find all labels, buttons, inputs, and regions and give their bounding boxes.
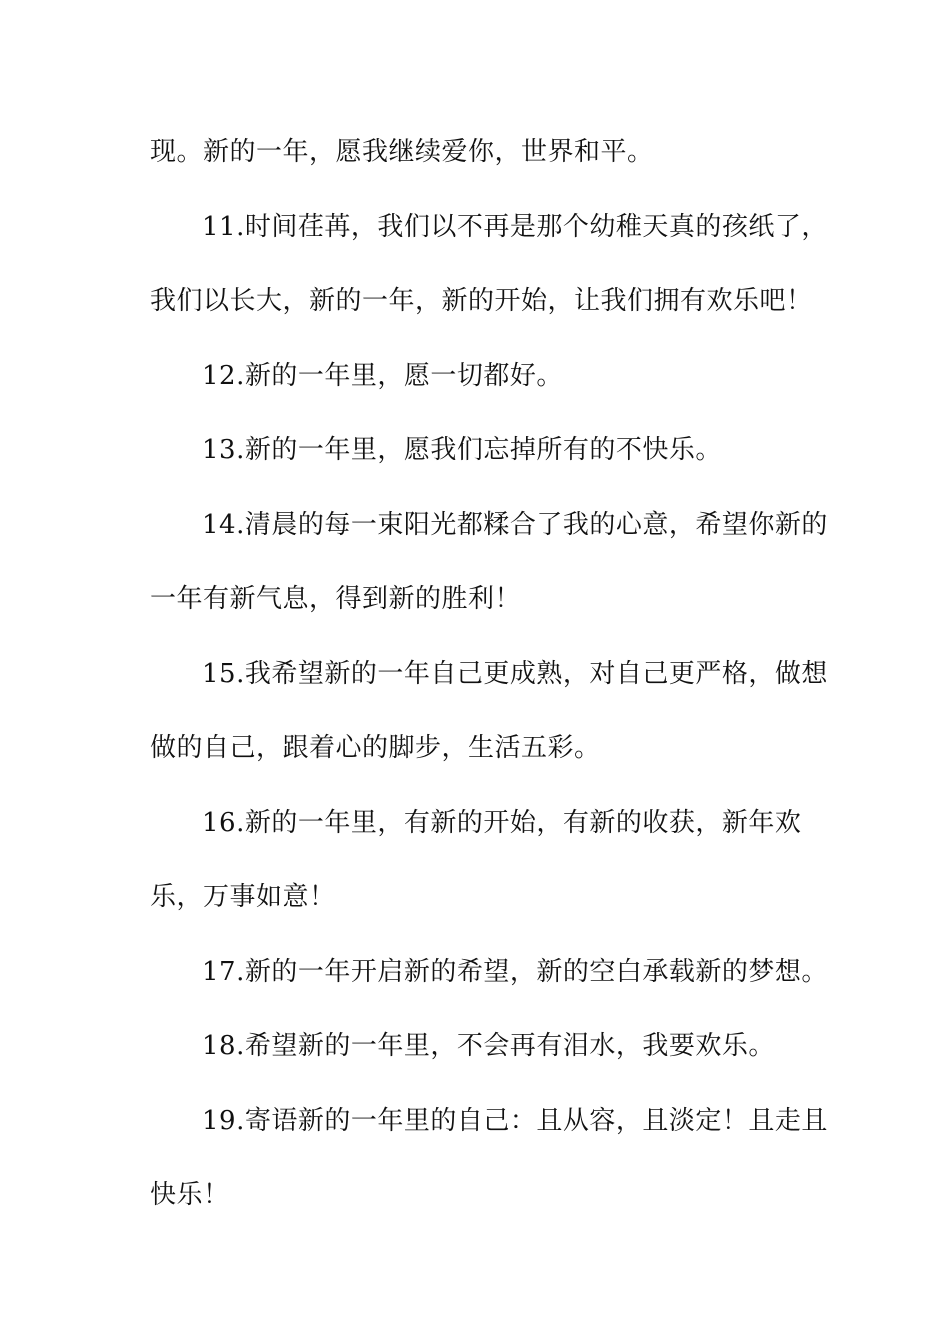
list-item-16: 16.新的一年里，有新的开始，有新的收获，新年欢 <box>202 808 802 838</box>
list-item-14: 14.清晨的每一束阳光都糅合了我的心意，希望你新的 <box>202 510 828 540</box>
list-item-13: 13.新的一年里，愿我们忘掉所有的不快乐。 <box>202 435 722 465</box>
text-line-continuation: 快乐！ <box>150 1180 230 1210</box>
text-line-continuation: 做的自己，跟着心的脚步，生活五彩。 <box>150 733 601 763</box>
list-item-17: 17.新的一年开启新的希望，新的空白承载新的梦想。 <box>202 957 828 987</box>
list-item-18: 18.希望新的一年里，不会再有泪水，我要欢乐。 <box>202 1031 775 1061</box>
text-line-continuation: 一年有新气息，得到新的胜利！ <box>150 584 522 614</box>
list-item-15: 15.我希望新的一年自己更成熟，对自己更严格，做想 <box>202 659 828 689</box>
list-item-11: 11.时间荏苒，我们以不再是那个幼稚天真的孩纸了， <box>202 212 828 242</box>
text-line-continuation: 现。新的一年，愿我继续爱你，世界和平。 <box>150 137 654 167</box>
list-item-12: 12.新的一年里，愿一切都好。 <box>202 361 563 391</box>
list-item-19: 19.寄语新的一年里的自己：且从容，且淡定！且走且 <box>202 1106 828 1136</box>
text-line-continuation: 我们以长大，新的一年，新的开始，让我们拥有欢乐吧！ <box>150 286 813 316</box>
text-line-continuation: 乐，万事如意！ <box>150 882 336 912</box>
